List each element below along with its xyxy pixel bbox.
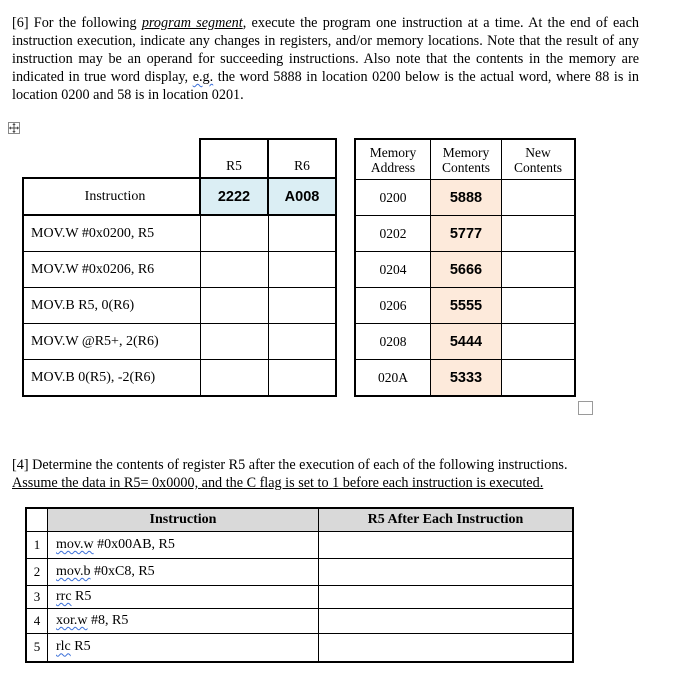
instruction-cell: mov.w #0x00AB, R5: [48, 532, 319, 559]
memory-address: 0204: [355, 252, 431, 288]
memory-address: 0208: [355, 324, 431, 360]
instruction-cell: MOV.B 0(R5), -2(R6): [23, 360, 200, 397]
r5-answer-cell[interactable]: [319, 559, 574, 586]
r5-answer-cell[interactable]: [200, 252, 268, 288]
instruction-cell: MOV.W @R5+, 2(R6): [23, 324, 200, 360]
memory-contents-header: Memory Contents: [431, 139, 502, 180]
new-contents-cell[interactable]: [502, 324, 576, 360]
table-row: [355, 324, 575, 360]
table-move-handle-icon[interactable]: [8, 122, 20, 134]
r5-result-column-header: R5 After Each Instruction: [319, 508, 574, 532]
row-number: 5: [26, 634, 48, 662]
row-number: 3: [26, 586, 48, 609]
instruction-column-header: Instruction: [48, 508, 319, 532]
question-4-underlined: Assume the data in R5= 0x0000, and the C flag is set to 1 before each instruction is executed.: [12, 475, 544, 491]
row-number: 2: [26, 559, 48, 586]
r6-header: R6: [268, 139, 336, 178]
memory-contents: 5888: [431, 180, 502, 216]
r6-answer-cell[interactable]: [268, 288, 336, 324]
row-number: 4: [26, 609, 48, 634]
r5-answer-cell[interactable]: [200, 288, 268, 324]
instruction-cell: MOV.W #0x0206, R6: [23, 252, 200, 288]
new-contents-cell[interactable]: [502, 288, 576, 324]
new-contents-cell[interactable]: [502, 216, 576, 252]
instruction-cell: rlc R5: [48, 634, 319, 662]
r5-results-table: [25, 507, 574, 663]
table-row: [355, 288, 575, 324]
r5-header: R5: [200, 139, 268, 178]
new-contents-cell[interactable]: [502, 360, 576, 397]
r6-answer-cell[interactable]: [268, 252, 336, 288]
r6-answer-cell[interactable]: [268, 360, 336, 397]
table-row: [23, 360, 336, 397]
new-contents-cell[interactable]: [502, 180, 576, 216]
table-row: [23, 324, 336, 360]
memory-contents: 5777: [431, 216, 502, 252]
r5-answer-cell[interactable]: [319, 586, 574, 609]
instruction-cell: MOV.W #0x0200, R5: [23, 215, 200, 252]
table-row: [26, 609, 573, 634]
memory-contents: 5555: [431, 288, 502, 324]
memory-address: 020A: [355, 360, 431, 397]
table-row: [26, 532, 573, 559]
row-number: 1: [26, 532, 48, 559]
r5-answer-cell[interactable]: [200, 324, 268, 360]
r5-answer-cell[interactable]: [319, 634, 574, 662]
instruction-cell: xor.w #8, R5: [48, 609, 319, 634]
r5-answer-cell[interactable]: [200, 215, 268, 252]
table-row: [23, 178, 336, 215]
question-4-text: [4] Determine the contents of register R5 after the execution of each of the following instructions. Assume the data in R5= 0x0000, and the C flag is set to 1 before each instruction is executed.: [12, 457, 568, 491]
memory-address: 0202: [355, 216, 431, 252]
register-table: [22, 138, 337, 397]
table-row: [355, 216, 575, 252]
table-resize-handle[interactable]: [578, 401, 593, 415]
program-segment-emphasis: program segment: [141, 15, 243, 31]
new-contents-header: New Contents: [502, 139, 576, 180]
memory-contents: 5444: [431, 324, 502, 360]
instruction-cell: rrc R5: [48, 586, 319, 609]
new-contents-cell[interactable]: [502, 252, 576, 288]
r6-initial-value: A008: [268, 178, 336, 215]
r6-answer-cell[interactable]: [268, 324, 336, 360]
memory-table: [354, 138, 576, 397]
instruction-header: Instruction: [23, 178, 200, 215]
table-row: [23, 215, 336, 252]
table-row: [23, 252, 336, 288]
table-row: [355, 180, 575, 216]
memory-contents: 5333: [431, 360, 502, 397]
eg-abbrev: e.g.: [192, 69, 214, 85]
table-row: [26, 559, 573, 586]
r5-answer-cell[interactable]: [319, 609, 574, 634]
table-row: [26, 634, 573, 662]
r5-initial-value: 2222: [200, 178, 268, 215]
memory-address: 0200: [355, 180, 431, 216]
table-row: [23, 288, 336, 324]
question-6-text: [6] For the following program segment, execute the program one instruction at a time. At the end of each instruction execution, indicate any changes in registers, and/or memory locations. Note that the result of any instruction may be an operand for succeeding instructions. Also note that the contents in the memory are indicated in true word display, e.g. the word 5888 in location 0200 below is the actual word, where 88 is in location 0200 and 58 is in location 0201.: [12, 15, 639, 103]
memory-contents: 5666: [431, 252, 502, 288]
r5-answer-cell[interactable]: [200, 360, 268, 397]
r5-answer-cell[interactable]: [319, 532, 574, 559]
instruction-cell: MOV.B R5, 0(R6): [23, 288, 200, 324]
instruction-cell: mov.b #0xC8, R5: [48, 559, 319, 586]
memory-address: 0206: [355, 288, 431, 324]
table-row: [355, 252, 575, 288]
memory-address-header: Memory Address: [355, 139, 431, 180]
table-row: [26, 586, 573, 609]
table-row: [355, 360, 575, 397]
r6-answer-cell[interactable]: [268, 215, 336, 252]
